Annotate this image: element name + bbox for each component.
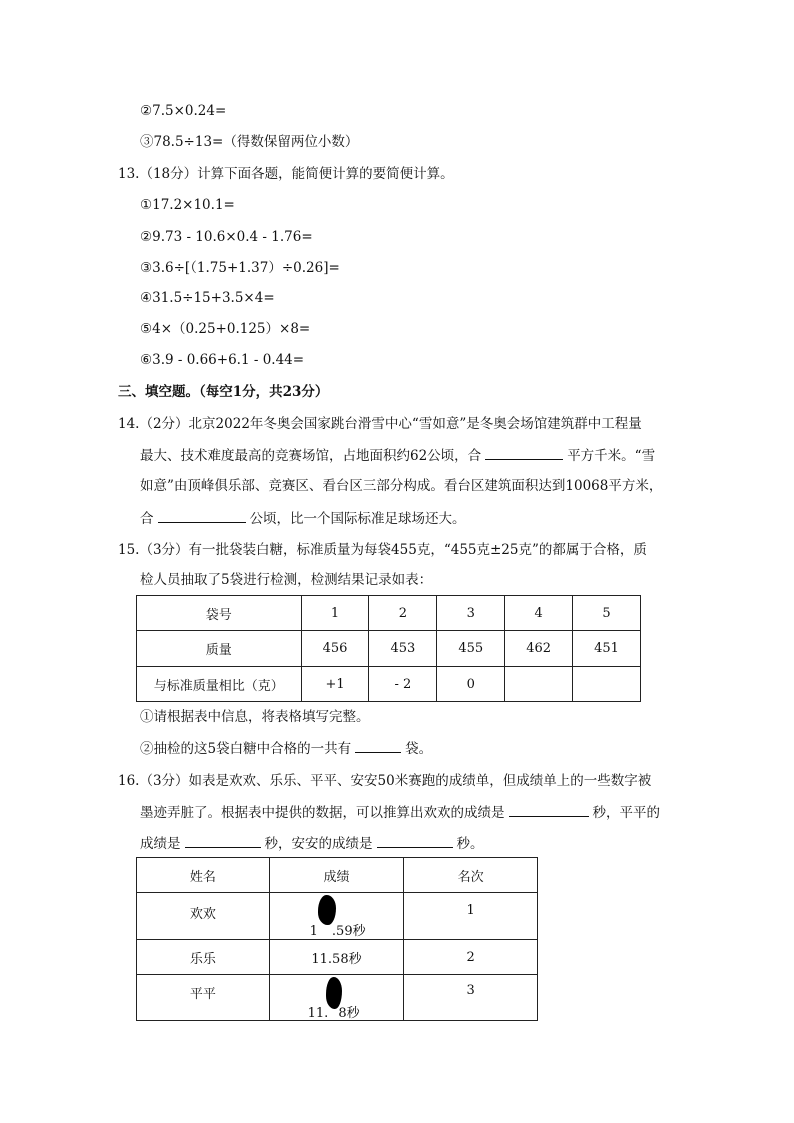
q16-line-1: 16.（3分）如表是欢欢、乐乐、平平、安安50米赛跑的成绩单，但成绩单上的一些数字被 bbox=[118, 773, 652, 789]
score-suffix: .59秒 bbox=[331, 924, 366, 939]
table-row-difference bbox=[137, 667, 641, 702]
row-header-bag-number: 袋号 bbox=[137, 596, 302, 631]
rank-cell: 3 bbox=[404, 975, 538, 1021]
q14-line-4-text-a: 合 bbox=[140, 511, 154, 527]
race-table-header-row bbox=[137, 858, 538, 893]
difference-cell: - 2 bbox=[369, 667, 437, 702]
bag-number-cell: 4 bbox=[505, 596, 573, 631]
score-prefix: 1 bbox=[309, 924, 318, 939]
q13-stem: 13.（18分）计算下面各题，能简便计算的要简便计算。 bbox=[118, 166, 454, 182]
student-name: 平平 bbox=[137, 975, 270, 1021]
q13-item-1: ①17.2×10.1= bbox=[140, 197, 235, 213]
q16-race-table bbox=[136, 857, 538, 1021]
q14-answer-blank-1[interactable] bbox=[485, 445, 563, 460]
mass-cell: 456 bbox=[301, 631, 369, 667]
q13-item-6: ⑥3.9 - 0.66+6.1 - 0.44= bbox=[140, 352, 305, 368]
q16-answer-blank-2[interactable] bbox=[185, 833, 261, 848]
q15-line-1: 15.（3分）有一批袋装白糖，标准质量为每袋455克，“455克±25克”的都属于合格，质 bbox=[118, 542, 647, 558]
rank-cell: 1 bbox=[404, 893, 538, 940]
q15-answer-blank[interactable] bbox=[355, 738, 401, 753]
score-cell-smudged bbox=[269, 893, 404, 940]
q15-sub-2-text-b: 袋。 bbox=[405, 741, 433, 757]
q14-line-2-text-b: 平方千米。“雪 bbox=[567, 448, 656, 464]
q12-item3: ③78.5÷13=（得数保留两位小数） bbox=[140, 134, 359, 150]
q14-line-2-text-a: 最大、技术难度最高的竞赛场馆，占地面积约62公顷，合 bbox=[140, 448, 482, 464]
mass-cell: 451 bbox=[573, 631, 641, 667]
q13-item-2: ②9.73 - 10.6×0.4 - 1.76= bbox=[140, 229, 313, 245]
header-rank: 名次 bbox=[404, 858, 538, 893]
score-text bbox=[310, 920, 366, 939]
row-header-difference: 与标准质量相比（克） bbox=[137, 667, 302, 702]
race-table-row bbox=[137, 940, 538, 975]
score-suffix: 8秒 bbox=[338, 1006, 360, 1021]
q15-sub-1: ①请根据表中信息，将表格填写完整。 bbox=[140, 709, 370, 725]
mass-cell: 455 bbox=[437, 631, 505, 667]
race-table-row bbox=[137, 893, 538, 940]
q13-item-4: ④31.5÷15+3.5×4= bbox=[140, 290, 275, 306]
q16-line-3-text-b: 秒，安安的成绩是 bbox=[264, 836, 373, 852]
q14-line-3: 如意”由顶峰俱乐部、竞赛区、看台区三部分构成。看台区建筑面积达到10068平方米， bbox=[140, 478, 663, 494]
q14-line-4 bbox=[140, 508, 466, 529]
q14-answer-blank-2[interactable] bbox=[158, 508, 246, 523]
q14-line-2 bbox=[140, 445, 655, 466]
q15-sugar-table bbox=[136, 595, 641, 702]
q13-item-5: ⑤4×（0.25+0.125）×8= bbox=[140, 321, 311, 337]
q16-line-2-text-a: 墨迹弄脏了。根据表中提供的数据，可以推算出欢欢的成绩是 bbox=[140, 805, 505, 821]
score-text bbox=[308, 1002, 360, 1021]
q15-sub-2-text-a: ②抽检的这5袋白糖中合格的一共有 bbox=[140, 741, 352, 757]
q16-answer-blank-3[interactable] bbox=[377, 833, 453, 848]
row-header-mass: 质量 bbox=[137, 631, 302, 667]
rank-cell: 2 bbox=[404, 940, 538, 975]
section-heading: 三、填空题。（每空1分，共23分） bbox=[118, 384, 329, 400]
q16-line-3-text-c: 秒。 bbox=[456, 836, 484, 852]
difference-cell: 0 bbox=[437, 667, 505, 702]
score-prefix: 11. bbox=[307, 1006, 329, 1021]
q14-line-1: 14.（2分）北京2022年冬奥会国家跳台滑雪中心“雪如意”是冬奥会场馆建筑群中工程量 bbox=[118, 416, 642, 432]
mass-cell: 453 bbox=[369, 631, 437, 667]
student-name: 乐乐 bbox=[137, 940, 270, 975]
q14-line-4-text-b: 公顷，比一个国际标准足球场还大。 bbox=[249, 511, 466, 527]
difference-cell-blank[interactable] bbox=[573, 667, 641, 702]
bag-number-cell: 1 bbox=[301, 596, 369, 631]
header-score: 成绩 bbox=[269, 858, 404, 893]
q13-item-3: ③3.6÷[（1.75+1.37）÷0.26]= bbox=[140, 260, 340, 276]
score-cell: 11.58秒 bbox=[269, 940, 404, 975]
difference-cell-blank[interactable] bbox=[505, 667, 573, 702]
q16-line-2-text-b: 秒，平平的 bbox=[592, 805, 660, 821]
q16-line-3 bbox=[140, 833, 484, 854]
q16-answer-blank-1[interactable] bbox=[509, 802, 589, 817]
q15-line-2: 检人员抽取了5袋进行检测，检测结果记录如表： bbox=[140, 572, 433, 588]
header-name: 姓名 bbox=[137, 858, 270, 893]
bag-number-cell: 5 bbox=[573, 596, 641, 631]
table-row-mass bbox=[137, 631, 641, 667]
student-name: 欢欢 bbox=[137, 893, 270, 940]
q12-item2: ②7.5×0.24= bbox=[140, 103, 227, 119]
q16-line-2 bbox=[140, 802, 660, 823]
bag-number-cell: 3 bbox=[437, 596, 505, 631]
score-cell-smudged bbox=[269, 975, 404, 1021]
q16-line-3-text-a: 成绩是 bbox=[140, 836, 181, 852]
table-row-bag-number bbox=[137, 596, 641, 631]
difference-cell: +1 bbox=[301, 667, 369, 702]
mass-cell: 462 bbox=[505, 631, 573, 667]
bag-number-cell: 2 bbox=[369, 596, 437, 631]
q15-sub-2 bbox=[140, 738, 432, 759]
race-table-row bbox=[137, 975, 538, 1021]
